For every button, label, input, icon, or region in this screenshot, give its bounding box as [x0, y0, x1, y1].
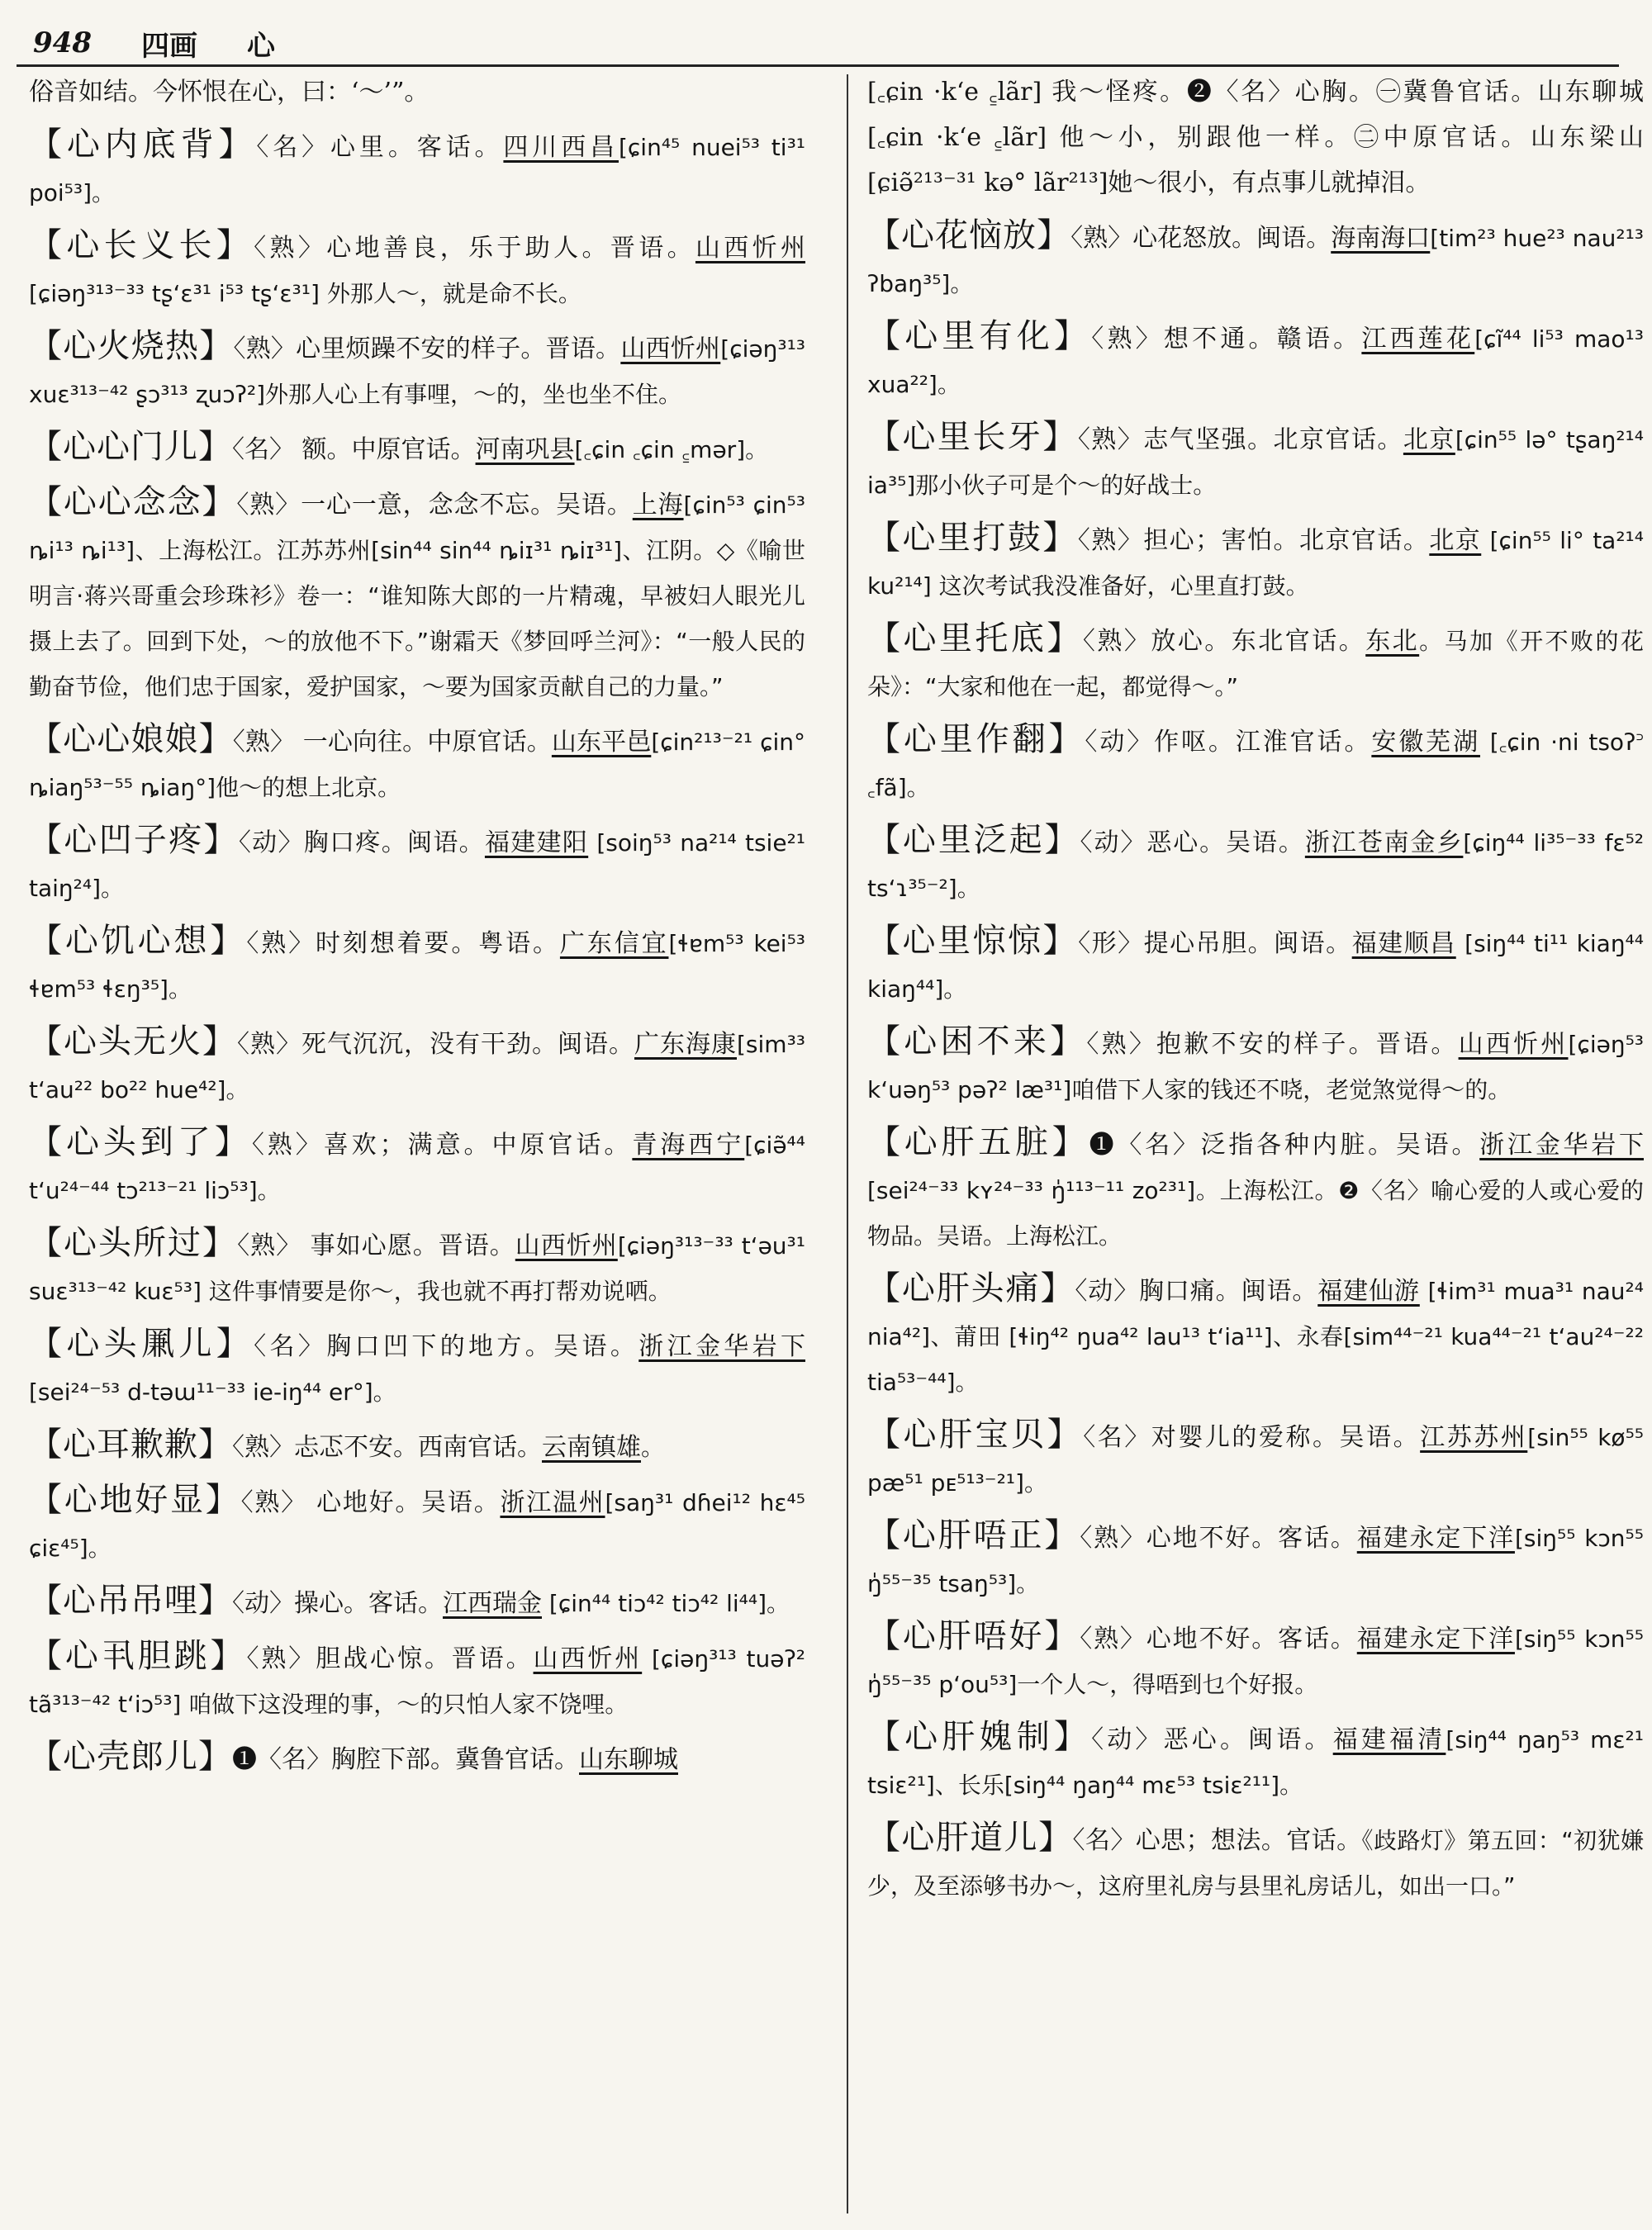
- entry-headword: 【心吊吊哩】: [29, 1582, 232, 1620]
- entry-location: 福建福清: [1332, 1725, 1446, 1754]
- entry-pronunciation: [ɕin²¹³⁻²¹ ɕin° ȵiaŋ⁵³⁻⁵⁵ ȵiaŋ°]他～的想上北京。: [29, 728, 805, 801]
- entry-location: 福建建阳: [484, 828, 589, 857]
- dictionary-entry: [867, 415, 1644, 508]
- entry-headword: 【心内底背】: [29, 126, 257, 164]
- entry-definition: ❶〈名〉泛指各种内脏。吴语。: [1089, 1131, 1480, 1160]
- dictionary-entry: [867, 1715, 1644, 1808]
- dictionary-entry: [29, 1422, 805, 1470]
- entry-definition: 〈名〉对婴儿的爱称。吴语。: [1083, 1423, 1421, 1452]
- dictionary-entry: [29, 1734, 805, 1782]
- entry-pronunciation: 。马加《开不败的花朵》：“大家和他在一起，都觉得～。”: [867, 628, 1644, 700]
- dictionary-entry: [867, 515, 1644, 609]
- dictionary-entry: [867, 1019, 1644, 1113]
- entry-pronunciation: [ɬɐm⁵³ kei⁵³ ɬɐm⁵³ ɬɛŋ³⁵]。: [29, 930, 805, 1003]
- entry-headword: 【心花恼放】: [867, 216, 1071, 254]
- entry-definition: 〈名〉 额。中原官话。: [232, 435, 476, 464]
- entry-headword: 【心里惊惊】: [867, 922, 1079, 960]
- entry-pronunciation: [siŋ⁵⁵ kɔn⁵⁵ ŋ̍⁵⁵⁻³⁵ tsaŋ⁵³]。: [867, 1525, 1644, 1597]
- entry-definition: 〈形〉提心吊胆。闽语。: [1078, 929, 1352, 958]
- entry-pronunciation: [siŋ⁴⁴ ŋaŋ⁵³ mɛ²¹ tsiɛ²¹]、长乐[siŋ⁴⁴ ŋaŋ⁴⁴ mɛ⁵³ tsiɛ²¹¹]。: [867, 1726, 1644, 1799]
- entry-pronunciation: [꜀ɕin ꜀ɕin ꜁mər]。: [574, 436, 769, 463]
- dictionary-entry: [29, 1019, 805, 1113]
- entry-headword: 【心肝唔正】: [867, 1516, 1080, 1554]
- entry-headword: 【心耳歉歉】: [29, 1426, 232, 1464]
- entry-location: 山西忻州: [695, 234, 805, 263]
- entry-headword: 【心肝五脏】: [867, 1123, 1089, 1161]
- entry-headword: 【心头所过】: [29, 1224, 238, 1262]
- entry-headword: 【心里打鼓】: [867, 519, 1078, 557]
- entry-definition: 〈熟〉喜欢；满意。中原官话。: [251, 1131, 633, 1160]
- dictionary-entry: [29, 324, 805, 417]
- entry-pronunciation: [ɕiəŋ³¹³ xuɛ³¹³⁻⁴² ʂɔ³¹³ ʐuɔʔ²]外那人心上有事哩，～的，坐也坐不住。: [29, 335, 805, 408]
- entry-definition: 〈熟〉想不通。赣语。: [1091, 325, 1362, 353]
- dictionary-entry: [29, 69, 805, 115]
- entry-pronunciation: 《歧路灯》第五回：“初犹嫌少，及至添够书办～，这府里礼房与县里礼房话儿，如出一口。”: [867, 1827, 1644, 1900]
- entry-headword: 【心里作翻】: [867, 720, 1085, 758]
- dictionary-entry: [29, 1120, 805, 1213]
- entry-definition: 〈熟〉心花怒放。闽语。: [1070, 224, 1332, 253]
- entry-location: 山东聊城: [579, 1745, 678, 1774]
- entry-pronunciation: [꜀ɕin ·ni tsoʔ꜄ ꜀fã]。: [867, 728, 1644, 801]
- entry-definition: 〈熟〉放心。东北官话。: [1082, 627, 1366, 656]
- entry-headword: 【心凹子疼】: [29, 821, 239, 859]
- entry-definition: 〈熟〉忐忑不安。西南官话。: [232, 1433, 542, 1462]
- entry-location: 山西忻州: [515, 1231, 618, 1260]
- entry-pronunciation: [sim³³ t‘au²² bo²² hue⁴²]。: [29, 1031, 805, 1103]
- entry-location: 山东平邑: [551, 728, 652, 757]
- dictionary-entry: [29, 717, 805, 810]
- entry-pronunciation: [saŋ³¹ dɦei¹² hɛ⁴⁵ ɕiɛ⁴⁵]。: [29, 1489, 805, 1562]
- entry-definition: 〈熟〉死气沉沉，没有干劲。闽语。: [237, 1030, 634, 1059]
- entry-pronunciation: [ɕiŋ⁴⁴ li³⁵⁻³³ fɛ⁵² ts‘ɿ³⁵⁻²]。: [867, 829, 1644, 902]
- entry-location: 福建顺昌: [1351, 929, 1456, 958]
- section-label: 四画: [140, 29, 197, 63]
- entry-pronunciation: [sei²⁴⁻³³ kʏ²⁴⁻³³ ŋ̍¹¹³⁻¹¹ zo²³¹]。上海松江。❷〈名〉喻心爱的人或心爱的物品。吴语。上海松江。: [867, 1177, 1644, 1250]
- entry-definition: 〈动〉操心。客话。: [232, 1589, 443, 1618]
- entry-definition: 〈熟〉心里烦躁不安的样子。晋语。: [233, 334, 621, 363]
- entry-location: 河南巩县: [475, 435, 575, 464]
- entry-pronunciation: [ɕin⁵⁵ li° ta²¹⁴ ku²¹⁴] 这次考试我没准备好，心里直打鼓。: [867, 527, 1644, 600]
- entry-definition: 〈名〉心里。客话。: [256, 133, 504, 162]
- entry-headword: 【心壳郎儿】: [29, 1738, 232, 1776]
- dictionary-entry: [29, 480, 805, 709]
- dictionary-entry: [29, 1321, 805, 1415]
- dictionary-entry: [29, 918, 805, 1012]
- entry-headword: 【心里托底】: [867, 619, 1083, 657]
- dictionary-entry: [867, 818, 1644, 911]
- entry-location: 山西忻州: [1458, 1030, 1569, 1059]
- entry-location: 山西忻州: [620, 334, 721, 363]
- dictionary-entry: [29, 1478, 805, 1571]
- left-column: [29, 69, 805, 2217]
- entry-definition: 〈动〉恶心。闽语。: [1091, 1725, 1333, 1754]
- entry-location: 广东海康: [634, 1030, 737, 1059]
- entry-location: 江西瑞金: [443, 1589, 542, 1618]
- entry-definition: 〈熟〉胆战心惊。晋语。: [246, 1644, 534, 1673]
- page-number: 948: [33, 26, 92, 59]
- entry-location: 东北: [1365, 627, 1420, 656]
- dictionary-entry: [29, 425, 805, 472]
- entry-location: 福建仙游: [1317, 1277, 1420, 1306]
- column-divider: [847, 74, 848, 2213]
- entry-headword: 【心里有化】: [867, 317, 1092, 355]
- entry-definition: 〈动〉恶心。吴语。: [1080, 828, 1305, 857]
- entry-location: 北京: [1403, 425, 1455, 454]
- entry-pronunciation: [ɕiəŋ³¹³⁻³³ tʂ‘ɛ³¹ i⁵³ tʂ‘ɛ³¹] 外那人～，就是命不长。: [29, 280, 582, 307]
- entry-location: 山西忻州: [533, 1644, 643, 1673]
- entry-location: 上海: [632, 491, 684, 520]
- dictionary-entry: [867, 1513, 1644, 1606]
- entry-definition: 〈动〉作呕。江淮官话。: [1085, 728, 1372, 757]
- entry-definition: 〈熟〉志气坚强。北京官话。: [1077, 425, 1403, 454]
- entry-pronunciation: [ɕiə̃⁴⁴ t‘u²⁴⁻⁴⁴ tɔ²¹³⁻²¹ liɔ⁵³]。: [29, 1132, 805, 1204]
- dictionary-entry: [867, 1614, 1644, 1707]
- entry-headword: 【心心念念】: [29, 483, 237, 521]
- entry-headword: 【心里长牙】: [867, 418, 1078, 456]
- entry-location: 福建永定下洋: [1356, 1625, 1515, 1654]
- entry-location: 江苏苏州: [1420, 1423, 1528, 1452]
- entry-pronunciation: [ɕiəŋ³¹³⁻³³ t‘əu³¹ suɛ³¹³⁻⁴² kuɛ⁵³] 这件事情要是你～，我也就不再打帮劝说哂。: [29, 1232, 805, 1305]
- dictionary-entry: [867, 69, 1644, 206]
- entry-definition: 〈熟〉心地不好。客话。: [1080, 1524, 1357, 1553]
- entry-pronunciation: [tim²³ hue²³ nau²¹³ ʔbaŋ³⁵]。: [867, 225, 1644, 297]
- dictionary-entry: [867, 1412, 1644, 1506]
- entry-location: 浙江苍南金乡: [1304, 828, 1464, 857]
- entry-definition: ❶〈名〉胸腔下部。冀鲁官话。: [232, 1745, 579, 1774]
- dictionary-entry: [29, 1578, 805, 1626]
- entry-location: 云南镇雄: [542, 1433, 641, 1462]
- entry-continuation: [꜀ɕin ·k‘e ꜁lãr] 我～怪疼。❷〈名〉心胸。㊀冀鲁官话。山东聊城[꜀ɕin ·k‘e ꜁lãr] 他～小，别跟他一样。㊁中原官话。山东梁山[ɕiə̃²¹³⁻³¹ kə° lãr²¹³]她～很小，有点事儿就掉泪。: [867, 78, 1644, 197]
- entry-definition: 〈熟〉 心地好。吴语。: [240, 1488, 501, 1517]
- entry-headword: 【心火烧热】: [29, 327, 234, 365]
- entry-location: 浙江金华岩下: [638, 1332, 805, 1361]
- dictionary-entry: [867, 717, 1644, 810]
- right-column: [867, 69, 1644, 2217]
- entry-pronunciation: [sei²⁴⁻⁵³ d-təɯ¹¹⁻³³ ie-iŋ⁴⁴ er°]。: [29, 1378, 396, 1406]
- entry-pronunciation: [ɕin⁵⁵ lə° tʂaŋ²¹⁴ ia³⁵]那小伙子可是个～的好战士。: [867, 426, 1644, 499]
- entry-headword: 【心肝宝贝】: [867, 1416, 1084, 1454]
- dictionary-entry: [867, 1120, 1644, 1259]
- entry-pronunciation: [siŋ⁴⁴ ti¹¹ kiaŋ⁴⁴ kiaŋ⁴⁴]。: [867, 930, 1644, 1003]
- entry-headword: 【心心娘娘】: [29, 720, 233, 758]
- entry-headword: 【心肝唔好】: [867, 1617, 1080, 1655]
- entry-location: 青海西宁: [632, 1131, 745, 1160]
- entry-location: 四川西昌: [503, 133, 619, 162]
- entry-headword: 【心丮胆跳】: [29, 1637, 247, 1675]
- dictionary-entry: [29, 818, 805, 911]
- entry-pronunciation: [ɬim³¹ mua³¹ nau²⁴ nia⁴²]、莆田 [ɬiŋ⁴² ŋua⁴² lau¹³ t‘ia¹¹]、永春[sim⁴⁴⁻²¹ kua⁴⁴⁻²¹ t‘au²⁴⁻²² tia⁵³⁻⁴⁴]。: [867, 1278, 1644, 1396]
- dictionary-entry: [29, 122, 805, 216]
- entry-pronunciation: 。: [641, 1434, 665, 1461]
- entry-pronunciation: [soiŋ⁵³ na²¹⁴ tsie²¹ taiŋ²⁴]。: [29, 829, 805, 902]
- entry-pronunciation: [ɕin⁴⁴ tiɔ⁴² tiɔ⁴² li⁴⁴]。: [542, 1590, 790, 1617]
- entry-location: 安徽芜湖: [1371, 728, 1480, 757]
- entry-definition: 〈名〉心思；想法。官话。: [1072, 1826, 1362, 1855]
- entry-location: 福建永定下洋: [1356, 1524, 1515, 1553]
- entry-definition: 〈熟〉 一心向往。中原官话。: [232, 728, 552, 757]
- dictionary-entry: [867, 1266, 1644, 1405]
- dictionary-entry: [867, 314, 1644, 407]
- entry-headword: 【心困不来】: [867, 1022, 1087, 1060]
- entry-headword: 【心地好显】: [29, 1481, 241, 1519]
- entry-headword: 【心心门儿】: [29, 428, 232, 466]
- radical-label: 心: [246, 29, 275, 63]
- entry-definition: 〈熟〉担心；害怕。北京官话。: [1077, 526, 1430, 555]
- entry-pronunciation: [sin⁵⁵ kø⁵⁵ pæ⁵¹ pᴇ⁵¹³⁻²¹]。: [867, 1424, 1644, 1497]
- entry-location: 浙江金华岩下: [1479, 1131, 1644, 1160]
- dictionary-entry: [867, 1815, 1644, 1909]
- entry-pronunciation: [ɕĩ⁴⁴ li⁵³ mao¹³ xua²²]。: [867, 325, 1644, 398]
- entry-location: 海南海口: [1331, 224, 1431, 253]
- dictionary-entry: [867, 616, 1644, 709]
- dictionary-entry: [867, 918, 1644, 1012]
- entry-location: 江西莲花: [1361, 325, 1475, 353]
- entry-definition: 〈熟〉时刻想着要。粤语。: [246, 929, 560, 958]
- entry-headword: 【心肝媿制】: [867, 1718, 1092, 1756]
- entry-definition: 〈动〉胸口疼。闽语。: [238, 828, 485, 857]
- entry-definition: 〈动〉胸口痛。闽语。: [1075, 1277, 1318, 1306]
- entry-headword: 【心长义长】: [29, 226, 254, 264]
- entry-headword: 【心肝道儿】: [867, 1819, 1073, 1857]
- entry-pronunciation: [ɕin⁵³ ɕin⁵³ ȵi¹³ ȵi¹³]、上海松江。江苏苏州[sin⁴⁴ sin⁴⁴ ȵiɪ³¹ ȵiɪ³¹]、江阴。◇《喻世明言·蒋兴哥重会珍珠衫》卷一：“谁知陈大郎的一片精魂，早被妇人眼光儿摄上去了。回到下处，～的放他不下。”谢霜天《梦回呼兰河》：“一般人民的勤奋节俭，他们忠于国家，爱护国家，～要为国家贡献自己的力量。”: [29, 491, 805, 700]
- dictionary-entry: [29, 1634, 805, 1727]
- entry-pronunciation: [ɕin⁴⁵ nuei⁵³ ti³¹ poi⁵³]。: [29, 134, 805, 206]
- page-header: [33, 23, 1619, 63]
- entry-definition: 〈熟〉心地善良，乐于助人。晋语。: [254, 234, 695, 263]
- entry-headword: 【心饥心想】: [29, 922, 247, 960]
- entry-definition: 〈名〉胸口凹下的地方。吴语。: [254, 1332, 639, 1361]
- entry-location: 浙江温州: [500, 1488, 605, 1517]
- entry-pronunciation: [siŋ⁵⁵ kɔn⁵⁵ ŋ̍⁵⁵⁻³⁵ p‘ou⁵³]一个人～，得唔到乜个好报。: [867, 1625, 1644, 1698]
- entry-definition: 〈熟〉心地不好。客话。: [1080, 1625, 1357, 1654]
- entry-continuation: 俗音如结。今怀恨在心，曰：‘～’”。: [29, 78, 430, 107]
- entry-pronunciation: [ɕiəŋ³¹³ tuəʔ² tã³¹³⁻⁴² t‘iɔ⁵³] 咱做下这没理的事，～的只怕人家不饶哩。: [29, 1645, 805, 1718]
- header-rule: [17, 64, 1619, 67]
- entry-headword: 【心头凲儿】: [29, 1325, 254, 1363]
- entry-definition: 〈熟〉抱歉不安的样子。晋语。: [1086, 1030, 1459, 1059]
- dictionary-entry: [867, 213, 1644, 306]
- entry-pronunciation: [ɕiəŋ⁵³ k‘uəŋ⁵³ pəʔ² læ³¹]咱借下人家的钱还不哓，老觉煞觉得～的。: [867, 1031, 1644, 1103]
- entry-location: 广东信宜: [559, 929, 669, 958]
- dictionary-entry: [29, 223, 805, 316]
- entry-definition: 〈熟〉一心一意，念念不忘。吴语。: [236, 491, 633, 520]
- entry-headword: 【心头无火】: [29, 1022, 237, 1060]
- entry-headword: 【心里泛起】: [867, 821, 1080, 859]
- entry-location: 北京: [1429, 526, 1482, 555]
- entry-definition: 〈熟〉 事如心愿。晋语。: [237, 1231, 515, 1260]
- entry-headword: 【心头到了】: [29, 1123, 252, 1161]
- entry-headword: 【心肝头痛】: [867, 1269, 1075, 1307]
- dictionary-entry: [29, 1221, 805, 1314]
